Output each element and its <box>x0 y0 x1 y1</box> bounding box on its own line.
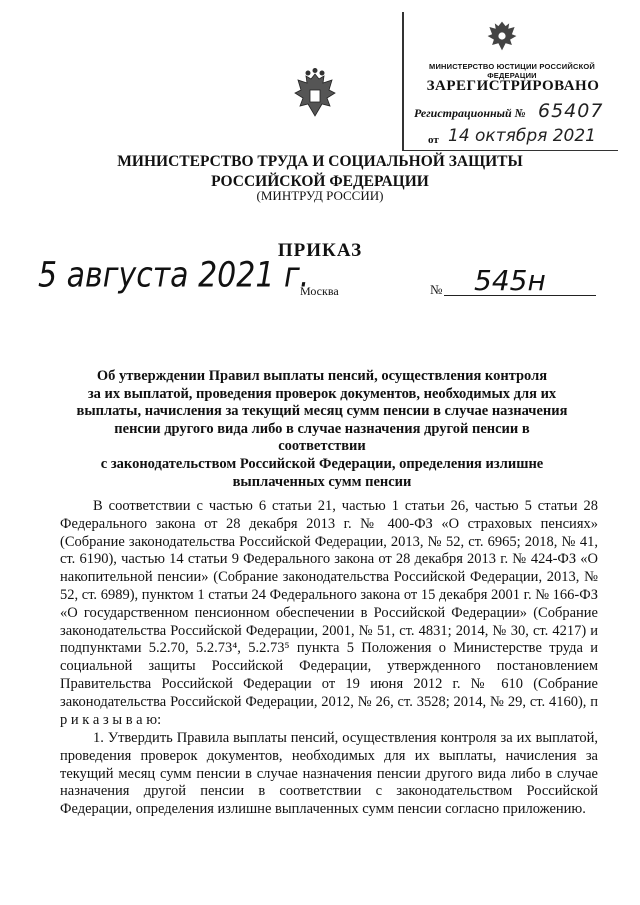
stamp-eagle-icon <box>484 18 520 54</box>
ministry-title-line2: РОССИЙСКОЙ ФЕДЕРАЦИИ <box>211 173 429 190</box>
subject-line: выплаченных сумм пенсии <box>232 473 412 490</box>
order-date-handwritten: 5 августа 2021 г. <box>38 255 310 296</box>
ministry-title-line1: МИНИСТЕРСТВО ТРУДА И СОЦИАЛЬНОЙ ЗАЩИТЫ <box>117 153 523 170</box>
registration-stamp <box>402 12 618 151</box>
order-subject <box>72 368 572 491</box>
subject-line: за их выплатой, проведения проверок документов, необходимых для их <box>87 385 557 402</box>
order-number-handwritten: 545н <box>474 264 546 297</box>
subject-line: Об утверждении Правил выплаты пенсий, осуществления контроля <box>96 368 548 384</box>
subject-line: с законодательством Российской Федерации, определения излишне <box>100 455 544 472</box>
stamp-date-value: 14 октября 2021 <box>448 126 597 146</box>
body-paragraph-item-1: 1. Утвердить Правила выплаты пенсий, осуществления контроля за их выплатой, проведения проверок документов, необходимых для их выплаты, начисления за текущий месяц сумм пенсии в случае назначения пенсии другого вида либо в случае назначения другой пенсии в соответствии с законодательством Российской Федерации, определения излишне выплаченных сумм пенсии согласно приложению. <box>60 730 598 818</box>
stamp-date-prefix: от <box>428 134 439 146</box>
order-number-sign: № <box>430 282 443 297</box>
ministry-short-name: (МИНТРУД РОССИИ) <box>256 188 384 203</box>
stamp-reg-number: 65407 <box>538 100 604 122</box>
stamp-ministry-name: МИНИСТЕРСТВО ЮСТИЦИИ РОССИЙСКОЙ ФЕДЕРАЦИИ <box>429 62 595 80</box>
document-type: ПРИКАЗ <box>277 240 363 261</box>
stamp-reg-label: Регистрационный № <box>414 106 526 120</box>
subject-line: пенсии другого вида либо в случае назначения другой пенсии в соответствии <box>114 420 530 455</box>
subject-line: выплаты, начисления за текущий месяц сумм пенсии в случае назначения <box>76 403 568 420</box>
ministry-title <box>0 152 640 192</box>
stamp-registered-label: ЗАРЕГИСТРИРОВАНО <box>426 78 600 94</box>
coat-of-arms-icon <box>290 68 340 124</box>
order-city: Москва <box>300 284 339 298</box>
body-paragraph-preamble: В соответствии с частью 6 статьи 21, частью 1 статьи 26, частью 5 статьи 28 Федерального закона от 28 декабря 2013 г. № 400-ФЗ «О страховых пенсиях» (Собрание законодательства Российской Федерации, 2013, № 52, ст. 6965; 2018, № 41, ст. 6190), частью 14 статьи 9 Федерального закона от 28 декабря 2013 г. № 424-ФЗ «О накопительной пенсии» (Собрание законодательства Российской Федерации, 2013, № 52, ст. 6989), пунктом 1 статьи 24 Федерального закона от 15 декабря 2001 г. № 166-ФЗ «О государственном пенсионном обеспечении в Российской Федерации» (Собрание законодательства Российской Федерации, 2001, № 51, ст. 4831; 2014, № 30, ст. 4217) и подпунктами 5.2.70, 5.2.73⁴, 5.2.73⁵ пункта 5 Положения о Министерстве труда и социальной защиты Российской Федерации, утвержденного постановлением Правительства Российской Федерации от 19 июня 2012 г. № 610 (Собрание законодательства Российской Федерации, 2012, № 26, ст. 3528; 2014, № 29, ст. 4160), п р и к а з ы в а ю: <box>60 498 598 728</box>
